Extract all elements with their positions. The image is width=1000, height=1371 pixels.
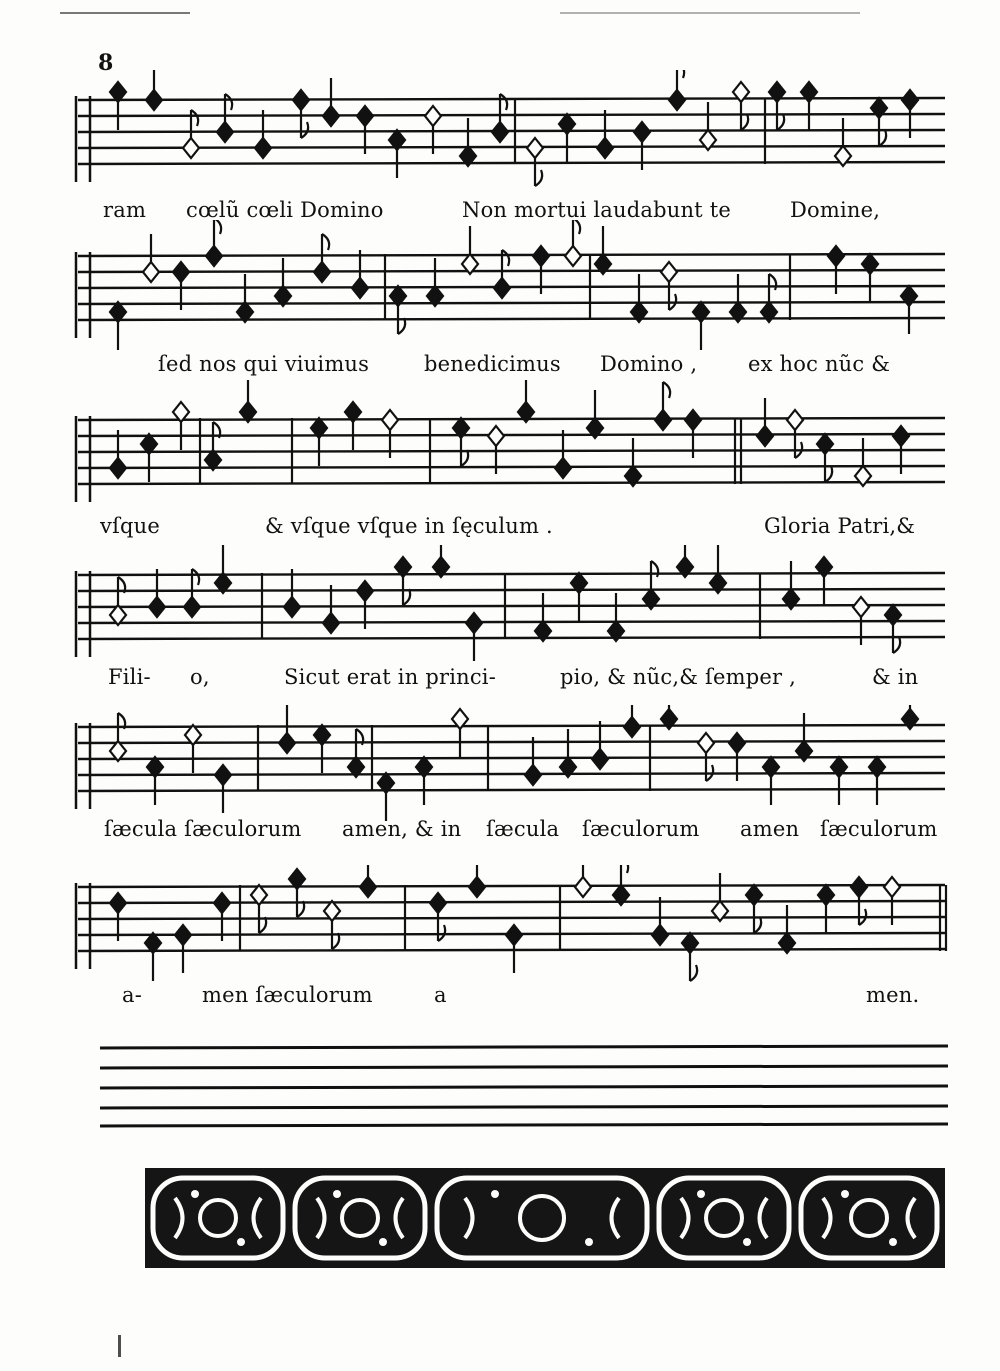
note-head — [284, 597, 300, 617]
note-head — [698, 733, 714, 753]
music-system-6 — [0, 865, 1000, 1015]
note-head — [527, 138, 543, 158]
note-head — [669, 90, 685, 110]
note-head — [488, 426, 504, 446]
lyric-syllable: Gloria Patri,& — [764, 514, 916, 538]
scan-mark-bottom — [118, 1335, 121, 1357]
music-system-3 — [0, 380, 1000, 545]
lyric-syllable: ex hoc nũc & — [748, 352, 891, 376]
lyric-syllable: amen — [740, 817, 800, 841]
note-head — [555, 458, 571, 478]
note-head — [469, 877, 485, 897]
lyric-syllable: ſæcula ſæculorum — [104, 817, 302, 841]
lyric-syllable: vſque — [100, 514, 161, 538]
staff-line — [78, 130, 945, 132]
lyric-syllable: Fili- — [108, 665, 151, 689]
note-head — [184, 597, 200, 617]
staff-line — [78, 434, 945, 436]
lyric-syllable: ſed nos qui viuimus — [158, 352, 370, 376]
note-head — [592, 749, 608, 769]
note-head — [828, 246, 844, 266]
note-head — [206, 246, 222, 266]
note-head — [360, 877, 376, 897]
lyric-syllable: Non mortui laudabunt te — [462, 198, 731, 222]
staff-line — [100, 1086, 948, 1088]
staff-line — [78, 725, 945, 727]
note-head — [255, 138, 271, 158]
staff-line — [78, 773, 945, 775]
lyric-syllable: ram — [103, 198, 147, 222]
lyric-syllable: Sicut erat in princi- — [284, 665, 497, 689]
note-head — [661, 262, 677, 282]
staff-line — [78, 885, 945, 887]
note-head — [575, 877, 591, 897]
note-head — [624, 717, 640, 737]
staff-line — [78, 605, 945, 607]
lyric-syllable: men ſæculorum — [202, 983, 373, 1007]
music-system-2 — [0, 220, 1000, 380]
note-head — [323, 106, 339, 126]
empty-staff — [0, 1020, 1000, 1140]
staff-line — [100, 1046, 948, 1048]
scan-mark-top-right — [560, 12, 860, 14]
note-head — [851, 877, 867, 897]
note-head — [494, 278, 510, 298]
staff-line — [78, 741, 945, 743]
note-head — [217, 122, 233, 142]
note-head — [110, 458, 126, 478]
note-head — [146, 90, 162, 110]
lyric-syllable: amen, & in — [342, 817, 462, 841]
staff-line — [78, 98, 945, 100]
lyric-syllable: benedicimus — [424, 352, 561, 376]
lyric-syllable: pio, & nũc,& ſemper , — [560, 665, 796, 689]
lyric-syllable: Domino , — [600, 352, 698, 376]
music-system-4 — [0, 545, 1000, 705]
lyric-syllable: cœlũ cœli Domino — [186, 198, 384, 222]
note-head — [525, 765, 541, 785]
staff-line — [78, 901, 945, 903]
staff-line — [78, 466, 945, 468]
lyrics-line-6 — [0, 983, 1000, 1023]
note-head — [149, 597, 165, 617]
note-head — [652, 925, 668, 945]
note-head — [565, 246, 581, 266]
note-head — [293, 90, 309, 110]
staff-line — [78, 573, 945, 575]
note-head — [853, 597, 869, 617]
lyric-syllable: & in — [872, 665, 919, 689]
note-head — [279, 733, 295, 753]
staff-line — [78, 146, 945, 148]
note-head — [352, 278, 368, 298]
note-head — [430, 893, 446, 913]
note-head — [634, 122, 650, 142]
note-head — [492, 122, 508, 142]
staff-line — [78, 482, 945, 484]
scan-mark-top — [60, 12, 190, 14]
note-head — [506, 925, 522, 945]
note-head — [382, 410, 398, 430]
lyric-syllable: o, — [190, 665, 210, 689]
note-head — [597, 138, 613, 158]
note-head — [175, 925, 191, 945]
staff-line — [78, 917, 945, 919]
lyric-syllable: ſæculorum — [820, 817, 938, 841]
lyric-syllable: men. — [866, 983, 920, 1007]
staff-line — [100, 1106, 948, 1108]
staff-line — [100, 1124, 948, 1126]
staff-line — [78, 114, 945, 116]
music-system-1 — [0, 70, 1000, 220]
staff-line — [78, 270, 945, 272]
lyric-syllable: a — [434, 983, 447, 1007]
staff-line — [78, 286, 945, 288]
note-head — [357, 581, 373, 601]
staff-line — [78, 318, 945, 320]
note-head — [757, 426, 773, 446]
note-head — [214, 893, 230, 913]
note-head — [902, 90, 918, 110]
note-head — [893, 426, 909, 446]
staff-line — [78, 621, 945, 623]
lyric-syllable: ſæculorum — [582, 817, 700, 841]
note-head — [533, 246, 549, 266]
note-head — [143, 262, 159, 282]
note-head — [173, 262, 189, 282]
staff-line — [78, 589, 945, 591]
note-head — [314, 262, 330, 282]
note-head — [787, 410, 803, 430]
note-head — [685, 410, 701, 430]
note-head — [466, 613, 482, 633]
music-system-5 — [0, 705, 1000, 865]
staff-line — [78, 162, 945, 164]
lyric-syllable: ſæcula — [486, 817, 560, 841]
note-head — [655, 410, 671, 430]
lyrics-line-5 — [0, 817, 1000, 857]
staff-line — [78, 637, 945, 639]
staff-line — [78, 418, 945, 420]
note-head — [110, 893, 126, 913]
note-head — [357, 106, 373, 126]
staff-line — [78, 450, 945, 452]
note-head — [215, 765, 231, 785]
staff-line — [78, 789, 945, 791]
note-head — [729, 733, 745, 753]
staff-line — [78, 949, 945, 951]
lyrics-line-4 — [0, 665, 1000, 705]
note-head — [323, 613, 339, 633]
staff-line — [100, 1066, 948, 1068]
lyric-syllable: & vſque vſque in ſęculum . — [265, 514, 553, 538]
lyric-syllable: a- — [122, 983, 143, 1007]
note-head — [425, 106, 441, 126]
page-number: 8 — [98, 50, 114, 76]
lyric-syllable: Domine, — [790, 198, 881, 222]
staff-line — [78, 302, 945, 304]
decorative-ornament-band — [145, 1168, 945, 1268]
note-head — [884, 877, 900, 897]
staff-line — [78, 757, 945, 759]
note-head — [183, 138, 199, 158]
